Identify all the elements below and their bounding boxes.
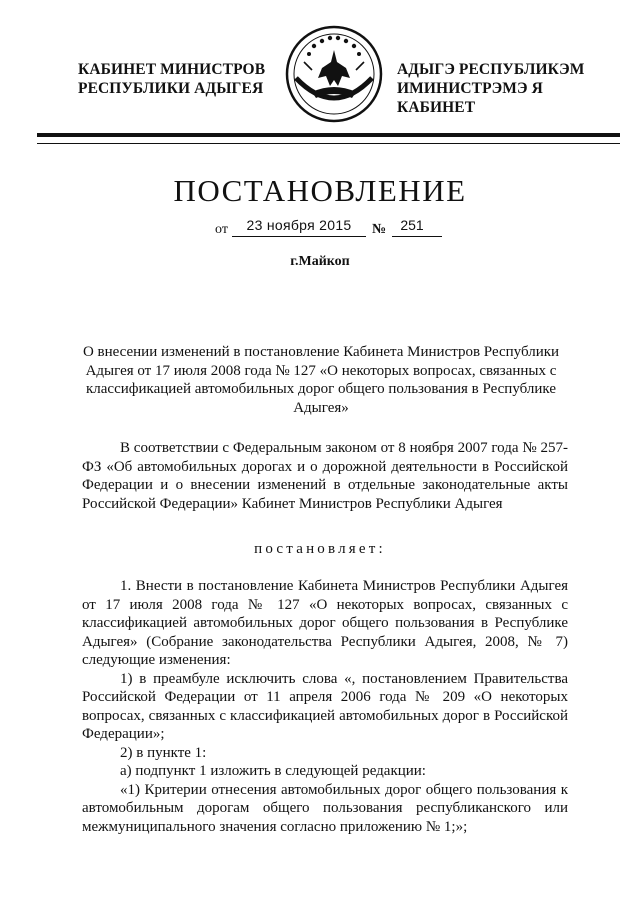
number-sign: №	[372, 222, 387, 237]
issuer-adyghe-line-1: АДЫГЭ РЕСПУБЛИКЭМ	[397, 61, 585, 78]
header-rule-thick	[37, 133, 620, 137]
decrees-heading: постановляет:	[254, 541, 386, 557]
paragraph-5: «1) Критерии отнесения автомобильных дорог общего пользования к автомобильным дорогам общего пользования республиканского или межмуниципального значения согласно приложению № 1;»;	[82, 781, 568, 835]
paragraph-4: а) подпункт 1 изложить в следующей редакции:	[120, 763, 426, 779]
header-rule-thin	[37, 143, 620, 144]
document-subject: О внесении изменений в постановление Кабинета Министров Республики Адыгея от 17 июля 2008 года № 127 «О некоторых вопросах, связанных с классификацией автомобильных дорог общего пользования в Республике Адыгея»	[82, 344, 560, 416]
issuer-line-1: КАБИНЕТ МИНИСТРОВ	[78, 61, 266, 78]
amendments-block	[82, 577, 568, 836]
paragraph-3: 2) в пункте 1:	[120, 744, 207, 761]
paragraph-1: 1. Внести в постановление Кабинета Министров Республики Адыгея от 17 июля 2008 года № 127 «О некоторых вопросах, связанных с классификацией автомобильных дорог общего пользования в Республике Адыгея» (Собрание законодательства Республики Адыгея, 2008, № 7) следующие изменения:	[82, 578, 568, 668]
paragraph-2: 1) в преамбуле исключить слова «, постановлением Правительства Российской Федерации от 11 апреля 2006 года № 209 «О некоторых вопросах, связанных с классификацией автомобильных дорог в Российской Федерации»;	[82, 670, 568, 742]
date-prefix: от	[215, 222, 228, 237]
preamble-text: В соответствии с Федеральным законом от 8 ноября 2007 года № 257-ФЗ «Об автомобильных дорогах и о дорожной деятельности в Российской Федерации и о внесении изменений в отдельные законодательные акты Российской Федерации» Кабинет Министров Республики Адыгея	[82, 440, 568, 512]
issuer-adyghe-line-2: ИМИНИСТРЭМЭ Я КАБИНЕТ	[397, 80, 543, 116]
document-date: 23 ноября 2015	[246, 217, 352, 233]
date-underline	[232, 236, 366, 237]
document-number: 251	[400, 217, 424, 233]
number-underline	[392, 236, 442, 237]
issuer-name-adyghe	[397, 60, 622, 117]
preamble-block	[82, 439, 568, 513]
document-title: ПОСТАНОВЛЕНИЕ	[173, 173, 467, 208]
place-of-issue: г.Майкоп	[290, 254, 350, 269]
issuer-line-2: РЕСПУБЛИКИ АДЫГЕЯ	[78, 80, 264, 97]
coat-of-arms-emblem	[282, 22, 386, 126]
issuer-name-russian	[78, 60, 268, 98]
